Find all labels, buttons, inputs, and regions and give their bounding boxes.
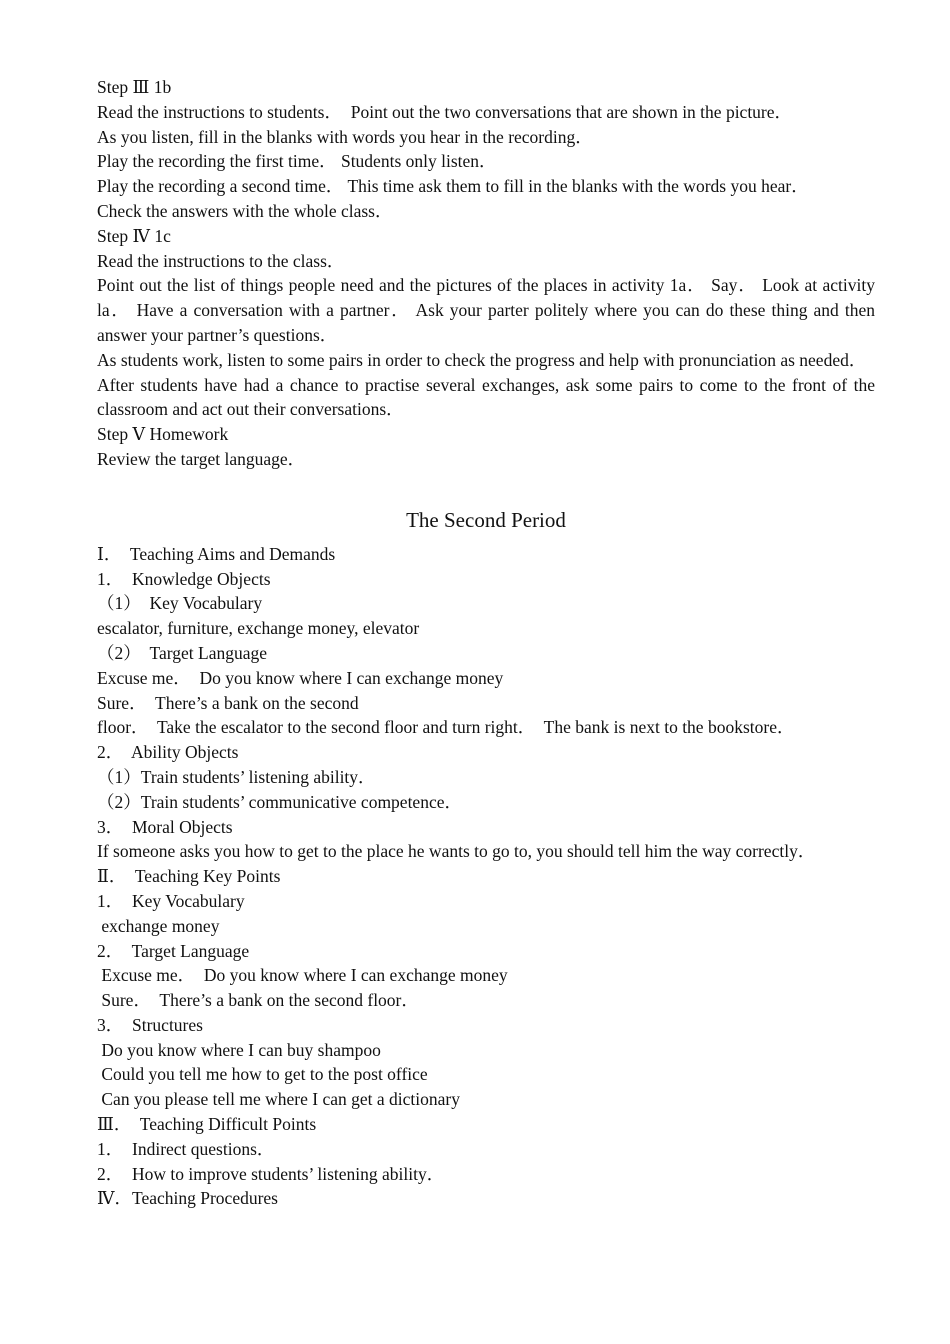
key-points-2: 2． Target Language xyxy=(97,940,250,961)
section-title: The Second Period xyxy=(406,507,566,532)
step5-heading: Step Ⅴ Homework xyxy=(97,424,229,445)
step4-heading: Step Ⅳ 1c xyxy=(97,225,171,246)
procedures-heading: Ⅳ．Teaching Procedures xyxy=(97,1188,278,1209)
step3-heading: Step Ⅲ 1b xyxy=(97,77,172,97)
target-language-a: Excuse me． Do you know where I can exchange money xyxy=(97,667,504,688)
step3-line-4: Play the recording a second time． This time ask them to fill in the blanks with the words you hear． xyxy=(97,176,809,197)
knowledge-objects: 1． Knowledge Objects xyxy=(97,568,271,589)
difficult-points-heading: Ⅲ． Teaching Difficult Points xyxy=(97,1114,317,1135)
key-points-3-a: Do you know where I can buy shampoo xyxy=(97,1039,381,1060)
moral-objects-text: If someone asks you how to get to the place he wants to go to, you should tell him the way correctly． xyxy=(97,841,816,862)
aims-heading: Ⅰ． Teaching Aims and Demands xyxy=(97,543,336,564)
key-points-3-b: Could you tell me how to get to the post office xyxy=(97,1064,428,1085)
step3-line-1: Read the instructions to students． Point out the two conversations that are shown in the picture． xyxy=(97,101,793,122)
step3-line-3: Play the recording the first time． Students only listen． xyxy=(97,151,497,172)
key-points-heading: Ⅱ． Teaching Key Points xyxy=(97,866,281,887)
key-points-3: 3． Structures xyxy=(97,1014,203,1035)
step4-paragraph-1: Point out the list of things people need and the pictures of the places in activity 1a． Say． Look at activity la． Have a conversation with a partner． Ask your parter politely where you can do these thing and then answer your partner’s questions． xyxy=(97,275,875,345)
key-points-2-a: Excuse me． Do you know where I can exchange money xyxy=(97,965,508,986)
ability-objects-1: （1）Train students’ listening ability． xyxy=(97,766,376,787)
step3-line-5: Check the answers with the whole class． xyxy=(97,200,393,221)
target-language-label: （2） Target Language xyxy=(97,642,267,663)
difficult-points-2: 2． How to improve students’ listening ability． xyxy=(97,1163,445,1184)
key-points-2-b: Sure． There’s a bank on the second floor． xyxy=(97,990,419,1011)
difficult-points-1: 1． Indirect questions． xyxy=(97,1138,275,1159)
ability-objects-2: （2）Train students’ communicative competence． xyxy=(97,791,462,812)
step3-line-2: As you listen, fill in the blanks with words you hear in the recording． xyxy=(97,126,593,147)
key-points-1-text: exchange money xyxy=(97,915,220,936)
ability-objects: 2． Ability Objects xyxy=(97,742,239,763)
step5-line-1: Review the target language． xyxy=(97,448,306,469)
key-points-1: 1． Key Vocabulary xyxy=(97,890,245,911)
step4-paragraph-3: After students have had a chance to practise several exchanges, ask some pairs to come to the front of the classroom and act out their conversations． xyxy=(97,374,875,420)
target-language-b: Sure． There’s a bank on the second xyxy=(97,692,359,713)
document-page xyxy=(97,75,875,1211)
step4-line-1: Read the instructions to the class． xyxy=(97,250,345,271)
moral-objects: 3． Moral Objects xyxy=(97,816,233,837)
key-points-3-c: Can you please tell me where I can get a dictionary xyxy=(97,1089,460,1110)
target-language-c: floor． Take the escalator to the second floor and turn right． The bank is next to the bookstore． xyxy=(97,717,795,738)
key-vocabulary-label: （1） Key Vocabulary xyxy=(97,593,263,614)
step4-paragraph-2: As students work, listen to some pairs in order to check the progress and help with pronunciation as needed． xyxy=(97,349,867,370)
key-vocabulary-text: escalator, furniture, exchange money, elevator xyxy=(97,618,420,639)
